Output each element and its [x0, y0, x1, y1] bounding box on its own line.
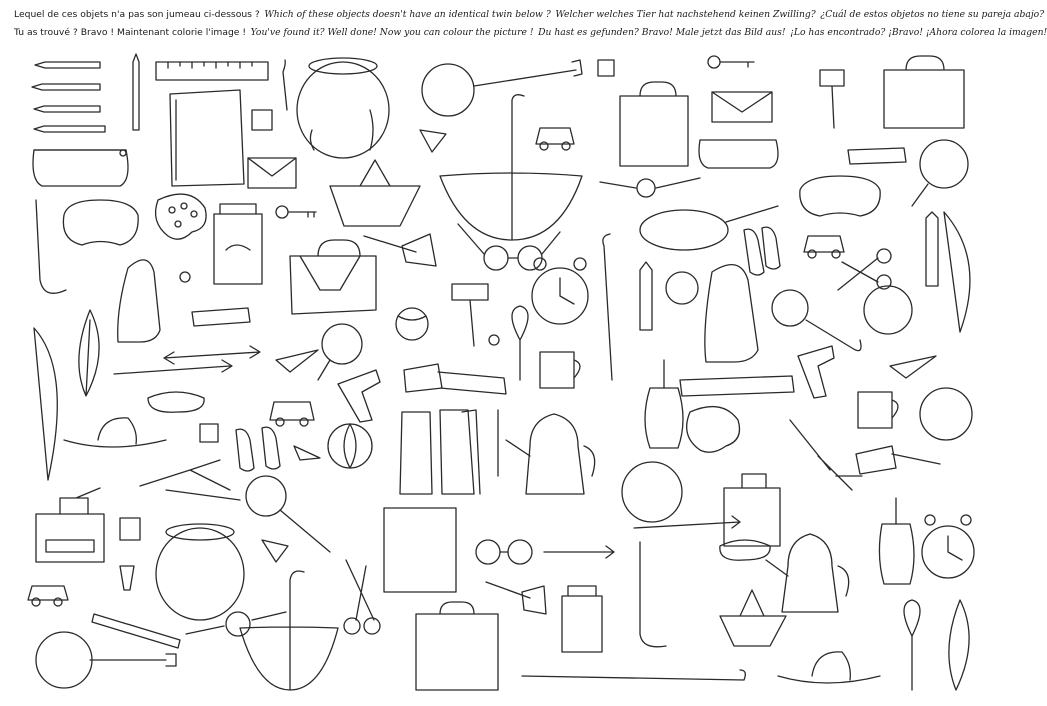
- instruction-english-2: You've found it? Well done! Now you can colour the picture !: [250, 27, 534, 38]
- hammer-icon: [452, 284, 488, 346]
- paint-palette-icon: [156, 194, 207, 239]
- slingshot-icon: [140, 460, 240, 500]
- alarm-clock-icon: [532, 258, 588, 324]
- beach-ball-icon: [328, 424, 372, 468]
- tennis-ball-icon: [396, 308, 428, 340]
- instruction-german-2: Du hast es gefunden? Bravo! Male jetzt das Bild aus!: [538, 27, 786, 38]
- safety-pin-icon: [294, 446, 320, 460]
- sieve-icon: [246, 476, 330, 552]
- jar-icon: [214, 204, 262, 284]
- cap-icon: [420, 130, 446, 152]
- wristwatch-icon: [186, 612, 286, 636]
- toy-car-icon: [28, 586, 68, 606]
- schoolbag-icon: [884, 56, 964, 128]
- arrow-icon: [164, 346, 260, 364]
- scissors-icon: [344, 560, 380, 634]
- dice-icon: [598, 60, 614, 76]
- hammer-icon: [486, 582, 546, 614]
- tennis-racket-icon: [640, 206, 778, 250]
- instruction-spanish-1: ¿Cuál de estos objetos no tiene su pareja abajo?: [820, 9, 1045, 20]
- bow-icon: [944, 212, 970, 332]
- snorkel-mask-icon: [640, 542, 666, 647]
- coffee-grinder-icon: [724, 474, 780, 546]
- hairdryer-icon: [338, 370, 380, 422]
- button-icon: [180, 272, 190, 282]
- saw-icon: [856, 446, 940, 474]
- mask-icon: [720, 540, 770, 560]
- stamp-icon: [252, 110, 272, 130]
- beach-ball-icon: [622, 462, 682, 522]
- toy-car-icon: [270, 402, 314, 426]
- instruction-english-1: Which of these objects doesn't have an identical twin below ?: [264, 9, 551, 20]
- paper-boat-icon: [330, 160, 420, 226]
- jar-icon: [562, 586, 602, 652]
- alarm-clock-icon: [922, 515, 974, 578]
- instruction-french-1: Lequel de ces objets n'a pas son jumeau ci-dessous ?: [14, 9, 260, 20]
- pencil-case-icon: [33, 150, 128, 186]
- swim-fins-icon: [118, 260, 160, 342]
- instruction-german-1: Welcher welches Tier hat nachstehend keinen Zwilling?: [555, 9, 816, 20]
- whisk-icon: [512, 306, 528, 380]
- bow-icon: [34, 328, 57, 480]
- feather-icon: [79, 310, 99, 396]
- boots-icon: [400, 410, 480, 494]
- pencil-icon: [640, 262, 652, 330]
- feather-icon: [949, 600, 969, 690]
- envelope-icon: [248, 158, 296, 188]
- coffee-pot-icon: [506, 414, 595, 494]
- snorkel-mask-icon: [36, 200, 138, 293]
- arrow-icon: [114, 360, 232, 374]
- beach-ball-icon: [920, 388, 972, 440]
- beach-ball-icon: [864, 286, 912, 334]
- ruler-icon: [156, 62, 268, 80]
- mask-icon: [148, 392, 204, 412]
- coffee-grinder-icon: [36, 488, 104, 562]
- umbrella-icon: [603, 234, 612, 380]
- key-icon: [708, 56, 754, 68]
- pencils-icon: [32, 62, 105, 132]
- toy-car-icon: [804, 236, 844, 258]
- instruction-french-2: Tu as trouvé ? Bravo ! Maintenant colorie l'image !: [14, 27, 247, 38]
- scissors-icon: [838, 249, 891, 290]
- notebook-icon: [170, 90, 244, 186]
- tennis-ball-icon: [666, 272, 698, 304]
- hairdryer-icon: [798, 346, 834, 398]
- whisk-icon: [904, 600, 920, 690]
- paper-boat-icon: [720, 590, 786, 646]
- swim-fins-icon: [705, 265, 758, 362]
- paper-plane-icon: [890, 356, 936, 378]
- dice-icon: [200, 424, 218, 442]
- umbrella-icon: [522, 670, 745, 680]
- envelope-icon: [712, 92, 772, 122]
- fishbowl-icon: [297, 58, 389, 158]
- paint-palette-icon: [687, 407, 740, 453]
- tube-icon: [848, 148, 906, 164]
- vase-icon: [645, 360, 683, 448]
- pencil-icon: [133, 54, 139, 130]
- banjo-icon: [422, 60, 582, 116]
- paintbrush-icon: [283, 60, 287, 110]
- flip-flops-icon: [744, 227, 780, 275]
- pencil-case-icon: [699, 140, 778, 168]
- schoolbag-icon: [620, 82, 688, 166]
- hammer-icon: [820, 70, 844, 128]
- paper-plane-icon: [276, 350, 318, 372]
- mug-icon: [540, 352, 580, 388]
- shuttlecock-icon: [120, 566, 134, 590]
- tube-icon: [192, 308, 250, 326]
- flip-flops-icon: [236, 427, 280, 471]
- vase-icon: [879, 498, 914, 584]
- slingshot-icon: [790, 420, 862, 490]
- glasses-icon: [476, 540, 532, 564]
- sieve-icon: [772, 290, 861, 351]
- saw-icon: [404, 364, 506, 394]
- toy-car-icon: [536, 128, 574, 150]
- snorkel-mask-icon: [800, 176, 880, 216]
- pen-icon: [92, 614, 180, 648]
- button-icon: [489, 335, 499, 345]
- mug-icon: [858, 392, 898, 428]
- ruler-icon: [680, 376, 794, 396]
- umbrella-icon: [240, 571, 338, 690]
- stamp-icon: [120, 518, 140, 540]
- instruction-spanish-2: ¡Lo has encontrado? ¡Bravo! ¡Ahora colorea la imagen!: [790, 27, 1047, 38]
- cowboy-hat-icon: [778, 652, 880, 683]
- cowboy-hat-icon: [64, 418, 166, 447]
- schoolbag-icon: [416, 602, 498, 690]
- ping-pong-paddle-icon: [912, 140, 968, 206]
- arrow-icon: [544, 546, 614, 558]
- fishbowl-icon: [156, 524, 244, 620]
- key-icon: [276, 206, 316, 218]
- umbrella-icon: [440, 95, 582, 240]
- cap-icon: [262, 540, 288, 562]
- schoolbag-icon: [290, 240, 376, 314]
- notebook-icon: [384, 508, 456, 592]
- pencil-icon: [926, 212, 938, 286]
- hammer-icon: [364, 234, 436, 266]
- ping-pong-paddle-icon: [318, 324, 362, 380]
- wristwatch-icon: [600, 178, 700, 197]
